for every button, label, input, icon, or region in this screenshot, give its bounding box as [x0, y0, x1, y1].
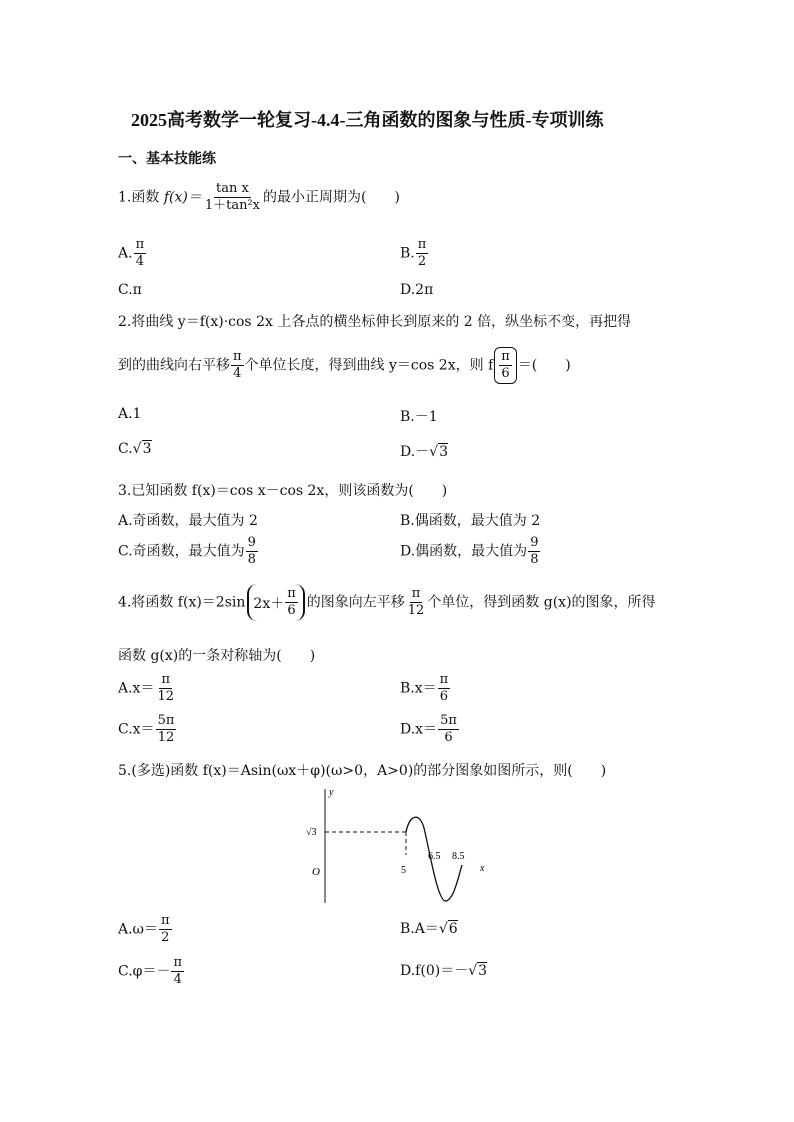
x-axis-label: x: [480, 863, 485, 874]
q4-option-c: C.x＝ $\frac{5\pi}{12}$: [118, 713, 175, 745]
q2-option-b: B.－1: [400, 409, 438, 425]
q3-option-d: D.偶函数，最大值为 $\frac{9}{8}$: [400, 535, 539, 567]
question-3: 3.已知函数 f(x)＝cos x－cos 2x，则该函数为( ): [118, 483, 448, 499]
question-1: 1.函数 f(x)＝ $\frac{\text{tan x}}{\text{1＋tan²x}}$ 的最小正周期为( ): [118, 181, 400, 213]
q4-option-d: D.x＝ $\frac{5\pi}{6}$: [400, 713, 457, 745]
q1-option-d: D.2π: [400, 282, 434, 298]
question-5: 5.(多选)函数 f(x)＝Asin(ωx＋φ)(ω>0，A>0)的部分图象如图所示，则( ): [118, 763, 607, 779]
sine-graph: [300, 783, 500, 908]
question-2-line-1: 2.将曲线 y＝f(x)·cos 2x 上各点的横坐标伸长到原来的 2 倍，纵坐标不变，再把得: [118, 314, 632, 330]
x-tick-6-5: 6.5: [428, 851, 441, 862]
q2-option-d: D.－√3: [400, 444, 449, 460]
q2-option-c: C.√3: [118, 441, 152, 457]
y-axis-label: y: [329, 787, 334, 798]
x-tick-8-5: 8.5: [452, 851, 465, 862]
question-2-line-2: 到的曲线向右平移 $\frac{\pi}{4}$ 个单位长度，得到曲线 y＝cos 2x，则 f $\frac{\pi}{6}$ ＝( ): [118, 347, 571, 384]
origin-label: O: [312, 866, 320, 878]
question-4-line-1: 4.将函数 f(x)＝2sin 2x＋ $\frac{\pi}{6}$ 的图象向左平移 $\frac{\pi}{12}$ 个单位，得到函数 g(x)的图象，所得: [118, 584, 656, 621]
q3-option-b: B.偶函数，最大值为 2: [400, 513, 541, 529]
q5-option-a: A.ω＝ $\frac{\pi}{2}$: [118, 913, 170, 945]
q5-option-c: C.φ＝－ $\frac{\pi}{4}$: [118, 955, 183, 987]
q5-option-d: D.f(0)＝－√3: [400, 963, 488, 979]
q5-option-b: B.A＝√6: [400, 921, 458, 937]
y-tick-sqrt3: √3: [306, 827, 317, 838]
question-4-line-2: 函数 g(x)的一条对称轴为( ): [118, 648, 316, 664]
page-title: 2025高考数学一轮复习-4.4-三角函数的图象与性质-专项训练: [131, 110, 604, 130]
q3-option-a: A.奇函数，最大值为 2: [118, 513, 258, 529]
q4-option-a: A.x＝ $\frac{\pi}{12}$: [118, 672, 175, 704]
section-heading: 一、基本技能练: [118, 151, 216, 167]
q1-option-b: B. $\frac{\pi}{2}$: [400, 237, 427, 269]
x-tick-5: 5: [401, 865, 406, 876]
q4-option-b: B.x＝ $\frac{\pi}{6}$: [400, 672, 449, 704]
q2-option-a: A.1: [118, 406, 142, 422]
q1-option-a: A. $\frac{\pi}{4}$: [118, 237, 145, 269]
q1-option-c: C.π: [118, 282, 142, 298]
q3-option-c: C.奇函数，最大值为 $\frac{9}{8}$: [118, 535, 256, 567]
